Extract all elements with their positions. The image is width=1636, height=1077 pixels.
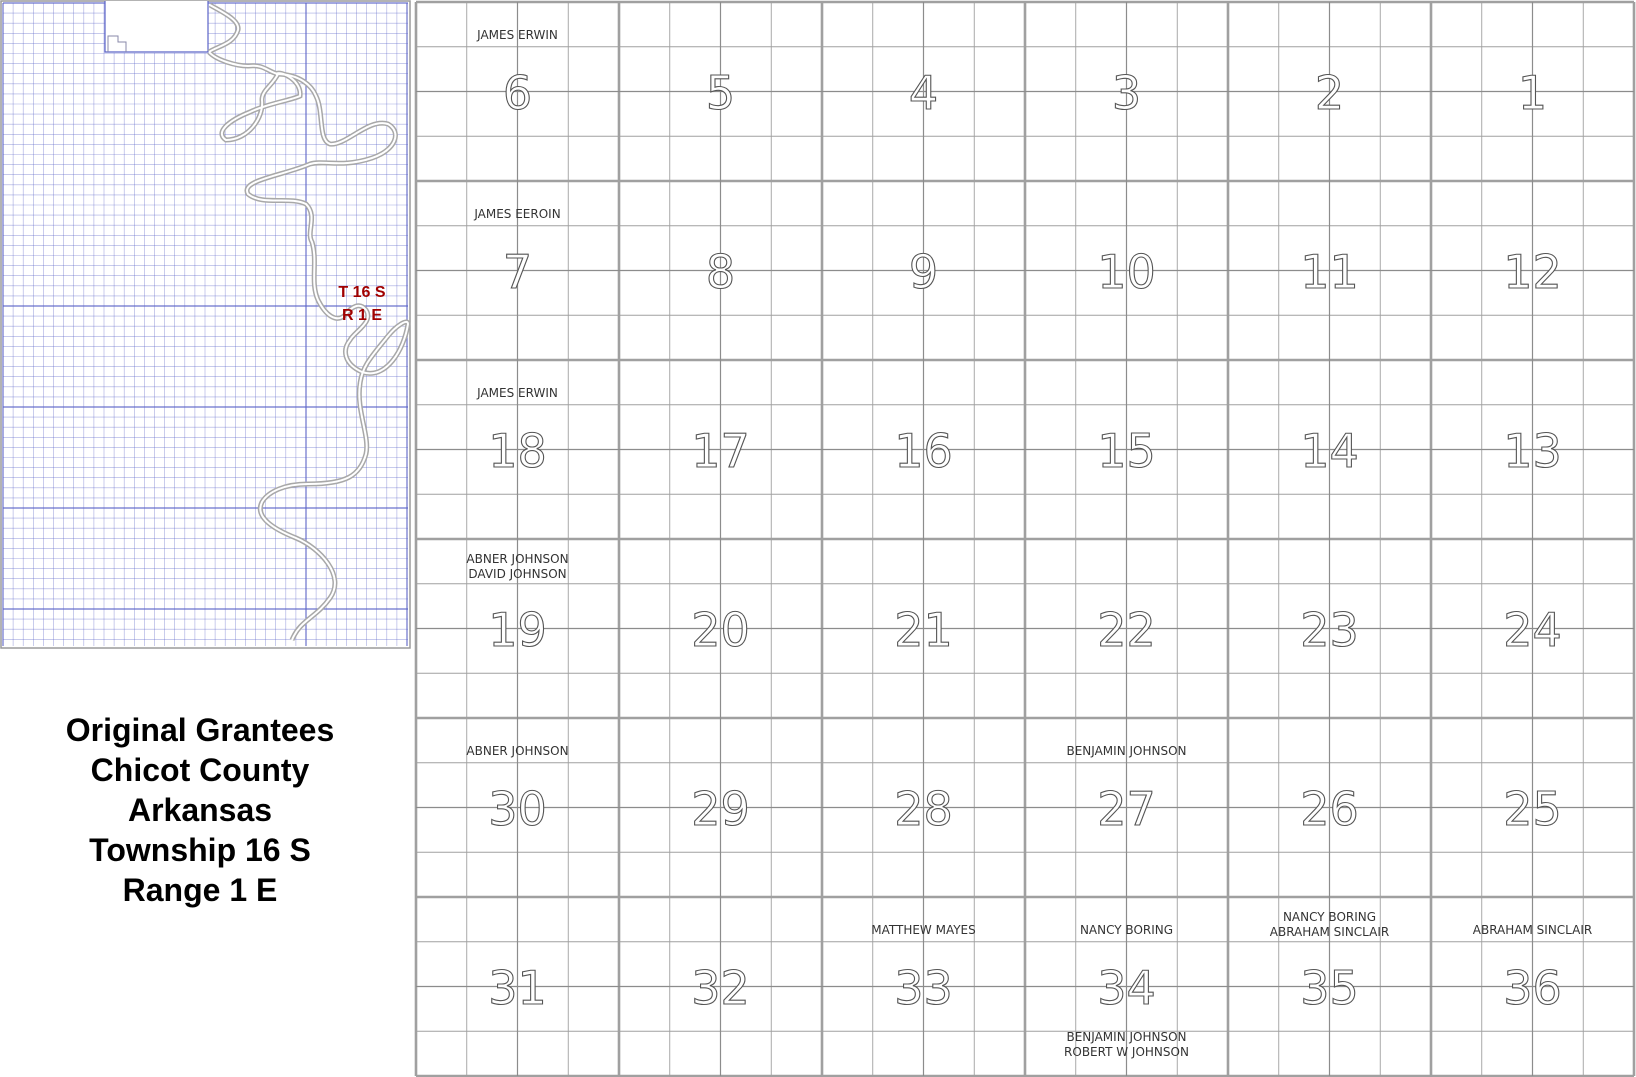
section-number: 9 bbox=[908, 245, 939, 299]
section-number: 5 bbox=[705, 66, 736, 120]
section-number: 36 bbox=[1503, 961, 1562, 1015]
section-30 bbox=[466, 744, 568, 836]
section-number: 4 bbox=[908, 66, 939, 120]
section-number: 22 bbox=[1097, 603, 1156, 657]
section-number: 30 bbox=[488, 782, 547, 836]
section-4 bbox=[909, 66, 938, 120]
section-number: 34 bbox=[1097, 961, 1156, 1015]
grantee-name: BENJAMIN JOHNSON bbox=[1066, 744, 1187, 758]
grantee-name: JAMES EEROIN bbox=[474, 207, 561, 221]
section-14 bbox=[1300, 424, 1359, 478]
section-number: 18 bbox=[488, 424, 547, 478]
section-1 bbox=[1518, 66, 1547, 120]
section-9 bbox=[909, 245, 938, 299]
section-grid-lines bbox=[416, 2, 1634, 1076]
section-number: 25 bbox=[1503, 782, 1562, 836]
section-33 bbox=[871, 923, 976, 1015]
grantee-name: JAMES ERWIN bbox=[477, 386, 558, 400]
section-number: 7 bbox=[502, 245, 533, 299]
title-line: Arkansas bbox=[127, 792, 273, 828]
section-23 bbox=[1300, 603, 1359, 657]
locator-notch bbox=[105, 1, 208, 53]
section-number: 12 bbox=[1503, 245, 1562, 299]
section-number: 8 bbox=[705, 245, 736, 299]
section-5 bbox=[706, 66, 735, 120]
map-title bbox=[40, 710, 360, 910]
section-32 bbox=[691, 961, 750, 1015]
section-number: 10 bbox=[1097, 245, 1156, 299]
section-21 bbox=[894, 603, 953, 657]
section-number: 14 bbox=[1300, 424, 1359, 478]
grantee-name: NANCY BORING bbox=[1282, 910, 1377, 924]
section-12 bbox=[1503, 245, 1562, 299]
section-25 bbox=[1503, 782, 1562, 836]
section-19 bbox=[466, 552, 568, 657]
section-36 bbox=[1473, 923, 1592, 1015]
section-number: 11 bbox=[1300, 245, 1359, 299]
section-number: 15 bbox=[1097, 424, 1156, 478]
section-8 bbox=[706, 245, 735, 299]
title-line: Chicot County bbox=[90, 752, 310, 788]
section-number: 32 bbox=[691, 961, 750, 1015]
locator-township-label: T 16 S bbox=[338, 284, 386, 301]
section-24 bbox=[1503, 603, 1562, 657]
section-26 bbox=[1300, 782, 1359, 836]
grantee-name: ABRAHAM SINCLAIR bbox=[1472, 923, 1593, 937]
section-10 bbox=[1097, 245, 1156, 299]
title-line: Original Grantees bbox=[65, 712, 335, 748]
section-number: 19 bbox=[488, 603, 547, 657]
title-line: Township 16 S bbox=[89, 832, 311, 868]
section-number: 3 bbox=[1111, 66, 1142, 120]
section-20 bbox=[691, 603, 750, 657]
locator-section-grid bbox=[1, 1, 410, 648]
grantee-name: BENJAMIN JOHNSON bbox=[1066, 1030, 1187, 1044]
section-number: 29 bbox=[691, 782, 750, 836]
grantee-name: ABNER JOHNSON bbox=[466, 552, 569, 566]
sections bbox=[466, 28, 1592, 1059]
section-35 bbox=[1270, 910, 1389, 1015]
section-number: 13 bbox=[1503, 424, 1562, 478]
section-number: 21 bbox=[894, 603, 953, 657]
locator-map bbox=[0, 0, 411, 650]
section-3 bbox=[1112, 66, 1141, 120]
title-line: Range 1 E bbox=[122, 872, 278, 908]
grantee-name: ABNER JOHNSON bbox=[466, 744, 569, 758]
section-11 bbox=[1300, 245, 1359, 299]
section-7 bbox=[473, 207, 560, 299]
section-31 bbox=[488, 961, 547, 1015]
locator-range-label: R 1 E bbox=[341, 307, 383, 324]
section-16 bbox=[894, 424, 953, 478]
locator-border bbox=[1, 1, 410, 648]
grantee-name: DAVID JOHNSON bbox=[468, 567, 567, 581]
section-18 bbox=[476, 386, 558, 478]
grantee-name: JAMES ERWIN bbox=[477, 28, 558, 42]
section-number: 16 bbox=[894, 424, 953, 478]
section-15 bbox=[1097, 424, 1156, 478]
section-28 bbox=[894, 782, 953, 836]
grantee-name: MATTHEW MAYES bbox=[871, 923, 976, 937]
section-number: 17 bbox=[691, 424, 750, 478]
section-27 bbox=[1066, 744, 1186, 836]
grantee-name: ROBERT W JOHNSON bbox=[1064, 1045, 1189, 1059]
section-6 bbox=[476, 28, 558, 120]
township-section-map bbox=[414, 0, 1636, 1077]
grantee-name: ABRAHAM SINCLAIR bbox=[1269, 925, 1390, 939]
section-number: 1 bbox=[1517, 66, 1548, 120]
section-number: 26 bbox=[1300, 782, 1359, 836]
grantee-name: NANCY BORING bbox=[1079, 923, 1174, 937]
section-number: 24 bbox=[1503, 603, 1562, 657]
section-number: 20 bbox=[691, 603, 750, 657]
section-number: 33 bbox=[894, 961, 953, 1015]
section-2 bbox=[1315, 66, 1344, 120]
section-29 bbox=[691, 782, 750, 836]
section-number: 23 bbox=[1300, 603, 1359, 657]
section-number: 27 bbox=[1097, 782, 1156, 836]
section-number: 35 bbox=[1300, 961, 1359, 1015]
section-13 bbox=[1503, 424, 1562, 478]
section-number: 31 bbox=[488, 961, 547, 1015]
section-22 bbox=[1097, 603, 1156, 657]
section-number: 28 bbox=[894, 782, 953, 836]
section-number: 2 bbox=[1314, 66, 1345, 120]
section-number: 6 bbox=[502, 66, 533, 120]
section-17 bbox=[691, 424, 750, 478]
